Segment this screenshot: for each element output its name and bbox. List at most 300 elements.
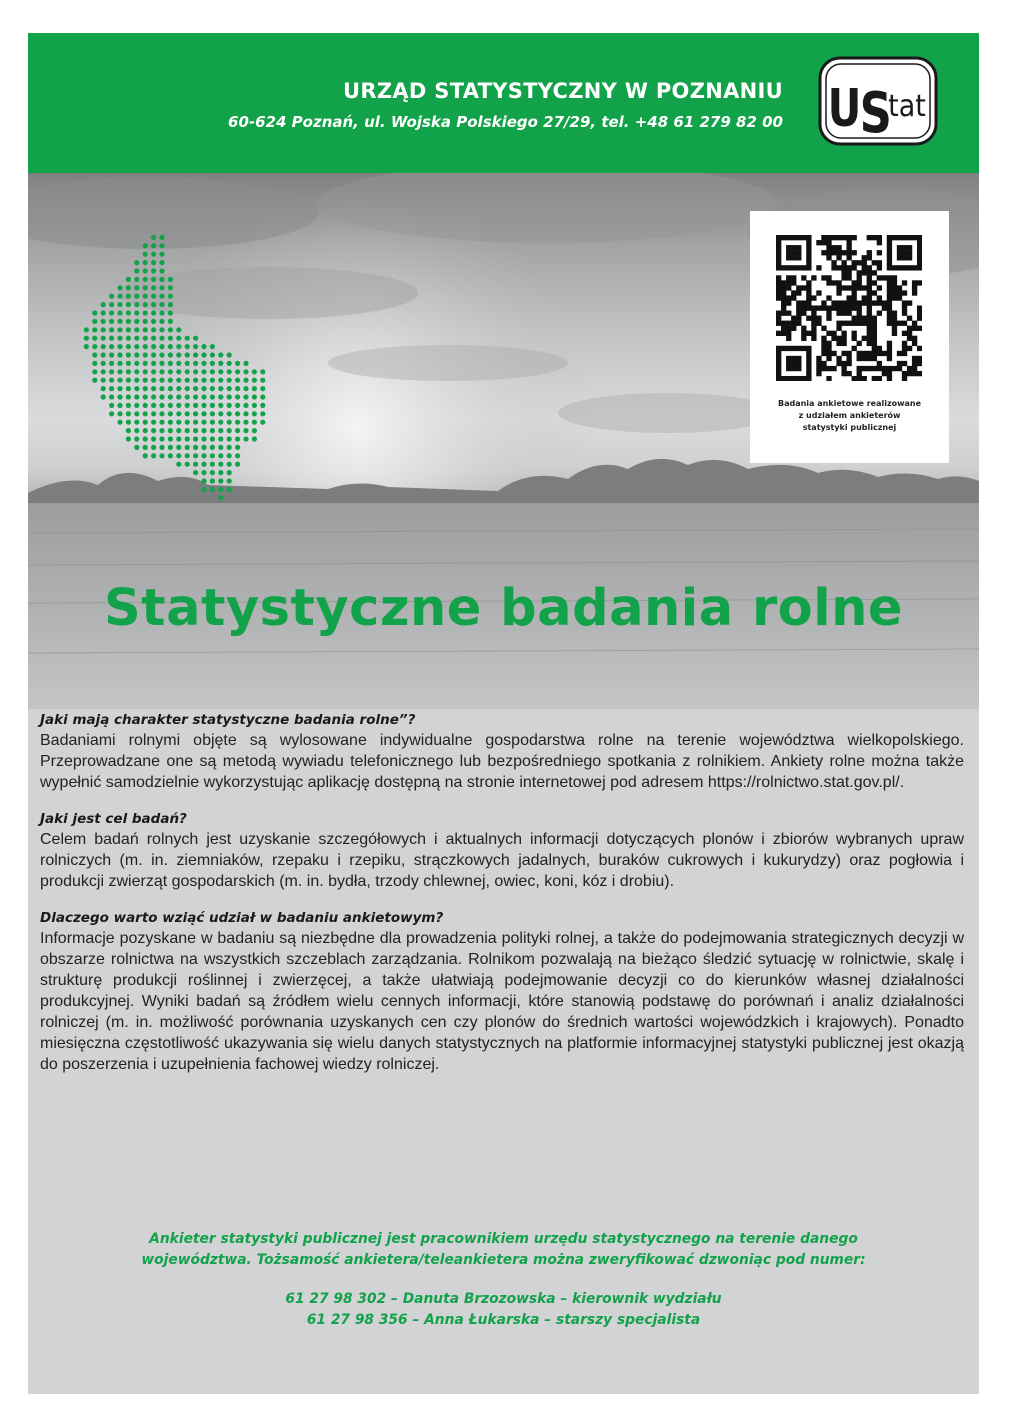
qr-module [887,321,892,326]
qr-module [917,240,922,245]
map-dot [134,268,139,273]
qr-module [917,356,922,361]
qr-module [836,341,841,346]
map-dot [159,243,164,248]
hero-banner [28,173,979,709]
map-dot [109,352,114,357]
map-dot [101,310,106,315]
qr-module [796,321,801,326]
qr-module [887,366,892,371]
qr-module [857,356,862,361]
map-dot [134,403,139,408]
map-dot [227,453,232,458]
qr-module [877,275,882,280]
qr-module [841,331,846,336]
qr-module [867,235,872,240]
qr-module [887,316,892,321]
qr-module [806,240,811,245]
map-dot [235,420,240,425]
qr-module [811,336,816,341]
qr-module [776,290,781,295]
map-dot [235,428,240,433]
contact-footer [28,1229,979,1331]
qr-module [836,255,841,260]
map-dot [210,344,215,349]
qr-module [791,361,796,366]
qr-module [836,245,841,250]
map-dot [218,470,223,475]
map-dot [252,428,257,433]
qr-module [836,311,841,316]
map-dot [126,277,131,282]
qr-module [917,280,922,285]
qr-module [857,376,862,381]
qr-caption-line: Badania ankietowe realizowane [777,399,922,408]
qr-module [846,361,851,366]
qr-module [791,250,796,255]
map-dot [134,302,139,307]
qr-module [781,290,786,295]
map-dot [185,352,190,357]
map-dot [201,445,206,450]
qr-module [857,351,862,356]
qr-module [826,275,831,280]
qr-module [846,285,851,290]
map-dot [235,445,240,450]
map-dot [201,453,206,458]
map-dot [159,319,164,324]
qr-module [781,265,786,270]
qr-module [877,285,882,290]
map-dot [193,386,198,391]
qr-module [857,275,862,280]
page-title: Statystyczne badania rolne [103,579,904,638]
qr-module [846,240,851,245]
qr-module [917,316,922,321]
qr-module [776,245,781,250]
qr-module [826,240,831,245]
map-dot [117,319,122,324]
map-dot [117,378,122,383]
map-dot [151,285,156,290]
qr-module [841,305,846,310]
map-dot [151,243,156,248]
map-dot [143,445,148,450]
qr-module [867,326,872,331]
map-dot [159,369,164,374]
qr-module [852,290,857,295]
qr-module [857,316,862,321]
map-dot [168,411,173,416]
qr-module [887,235,892,240]
qr-module [801,265,806,270]
map-dot [134,436,139,441]
qr-module [867,275,872,280]
map-dot [101,319,106,324]
map-dot [101,336,106,341]
map-dot [101,344,106,349]
leaflet-page [28,33,979,1394]
map-dot [92,319,97,324]
map-dot [227,436,232,441]
qr-module [902,321,907,326]
qr-module [791,235,796,240]
map-dot [201,478,206,483]
qr-module [836,356,841,361]
qr-module [882,305,887,310]
map-dot [109,403,114,408]
qr-module [872,300,877,305]
qr-module [912,235,917,240]
qr-module [852,321,857,326]
map-dot [252,411,257,416]
map-dot [159,302,164,307]
map-dot [159,436,164,441]
map-dot [134,428,139,433]
qr-module [917,326,922,331]
map-dot [243,428,248,433]
qr-module [811,311,816,316]
map-dot [201,394,206,399]
map-dot [143,277,148,282]
qr-module [867,321,872,326]
qr-module [892,275,897,280]
qr-module [912,371,917,376]
map-dot [168,378,173,383]
map-dot [227,378,232,383]
qr-module [857,280,862,285]
map-dot [117,369,122,374]
map-dot [109,411,114,416]
map-dot [227,470,232,475]
qr-module [872,280,877,285]
qr-module [912,321,917,326]
qr-module [872,321,877,326]
map-dot [117,411,122,416]
section-paragraph: Celem badań rolnych jest uzyskanie szczegółowych i aktualnych informacji dotyczących plonów i zbiorów wybranych upraw rolniczych (m. in. ziemniaków, rzepaku i rzepiku, strączkowych jadalnych, buraków cukrowych i kukurydzy) oraz pogłowia i produkcji zwierząt gospodarskich (m. in. bydła, trzody chlewnej, owiec, koni, kóz i drobiu). [40,831,964,890]
map-dot [159,285,164,290]
qr-module [846,235,851,240]
map-dot [84,327,89,332]
map-dot [218,403,223,408]
qr-module [791,326,796,331]
qr-module [841,366,846,371]
qr-module [826,311,831,316]
qr-module [882,366,887,371]
map-dot [109,378,114,383]
qr-module [887,376,892,381]
qr-module [786,255,791,260]
qr-module [791,255,796,260]
qr-module [776,260,781,265]
map-dot [117,403,122,408]
map-dot [151,436,156,441]
map-dot [252,436,257,441]
qr-module [862,316,867,321]
map-dot [235,453,240,458]
qr-module [912,280,917,285]
svg-text:tat: tat [888,88,926,124]
map-dot [210,361,215,366]
qr-module [821,235,826,240]
map-dot [134,327,139,332]
qr-module [846,275,851,280]
qr-module [867,356,872,361]
qr-module [902,235,907,240]
map-dot [143,268,148,273]
qr-module [857,311,862,316]
map-dot [260,369,265,374]
map-dot [134,336,139,341]
map-dot [143,252,148,257]
map-dot [260,420,265,425]
qr-module [806,260,811,265]
qr-module [867,265,872,270]
qr-module [912,265,917,270]
map-dot [210,352,215,357]
qr-module [872,336,877,341]
map-dot [176,411,181,416]
qr-module [791,290,796,295]
qr-module [867,305,872,310]
qr-module [867,295,872,300]
map-dot [218,386,223,391]
qr-module [892,285,897,290]
qr-module [806,250,811,255]
map-dot [109,386,114,391]
qr-module [796,376,801,381]
qr-module [897,265,902,270]
section-purpose [40,810,964,892]
qr-module [872,290,877,295]
map-dot [151,411,156,416]
qr-module [917,346,922,351]
qr-module [831,300,836,305]
map-dot [126,420,131,425]
qr-module [862,295,867,300]
map-dot [126,294,131,299]
map-dot [143,378,148,383]
qr-module [806,255,811,260]
qr-module [791,316,796,321]
qr-module [806,295,811,300]
map-dot [168,445,173,450]
qr-module [816,321,821,326]
map-dot [185,445,190,450]
qr-module [791,376,796,381]
qr-module [811,305,816,310]
map-dot [252,386,257,391]
map-dot [143,336,148,341]
map-dot [126,411,131,416]
qr-module [877,235,882,240]
map-dot [176,344,181,349]
map-dot [243,378,248,383]
qr-module [786,321,791,326]
qr-module [781,235,786,240]
qr-module [877,250,882,255]
qr-module [811,275,816,280]
qr-module [826,295,831,300]
qr-module [872,331,877,336]
qr-module [907,366,912,371]
qr-module [912,336,917,341]
map-dot [235,403,240,408]
qr-module [907,250,912,255]
map-dot [126,336,131,341]
footer-info-line: Ankieter statystyki publicznej jest pracownikiem urzędu statystycznego na terenie danego [149,1231,858,1247]
map-dot [151,369,156,374]
map-dot [126,436,131,441]
map-dot [168,361,173,366]
map-dot [151,302,156,307]
qr-module [872,326,877,331]
qr-module [826,245,831,250]
qr-module [781,300,786,305]
qr-module [796,305,801,310]
map-dot [143,411,148,416]
qr-code-icon[interactable] [776,235,922,381]
qr-module [781,295,786,300]
map-dot [134,386,139,391]
map-dot [260,411,265,416]
qr-module [846,305,851,310]
qr-module [897,255,902,260]
qr-module [912,356,917,361]
map-dot [193,428,198,433]
map-dot [143,285,148,290]
map-dot [159,336,164,341]
qr-module [776,346,781,351]
map-dot [117,302,122,307]
map-dot [151,260,156,265]
qr-module [801,285,806,290]
qr-module [917,305,922,310]
qr-module [786,336,791,341]
map-dot [159,428,164,433]
qr-module [872,341,877,346]
qr-module [862,366,867,371]
qr-module [852,295,857,300]
map-dot [210,369,215,374]
map-dot [159,394,164,399]
map-dot [117,285,122,290]
qr-module [836,290,841,295]
qr-module [841,311,846,316]
map-dot [92,336,97,341]
qr-module [816,290,821,295]
qr-module [821,305,826,310]
qr-module [816,305,821,310]
qr-module [826,250,831,255]
map-dot [143,294,148,299]
map-dot [252,420,257,425]
map-dot [101,302,106,307]
map-dot [134,319,139,324]
qr-module [786,361,791,366]
map-dot [168,327,173,332]
qr-module [821,361,826,366]
qr-module [786,295,791,300]
qr-module [841,300,846,305]
qr-module [796,235,801,240]
qr-module [796,366,801,371]
qr-module [897,361,902,366]
qr-module [786,275,791,280]
qr-module [776,295,781,300]
map-dot [117,344,122,349]
qr-module [826,351,831,356]
qr-module [902,331,907,336]
qr-module [877,351,882,356]
qr-module [846,300,851,305]
qr-module [862,356,867,361]
qr-module [867,285,872,290]
qr-module [877,366,882,371]
map-dot [143,403,148,408]
map-dot [109,336,114,341]
map-dot [201,361,206,366]
map-dot [117,386,122,391]
map-dot [227,403,232,408]
map-dot [193,453,198,458]
map-dot [193,420,198,425]
map-dot [109,327,114,332]
qr-module [867,250,872,255]
map-dot [252,403,257,408]
map-dot [168,352,173,357]
qr-module [862,336,867,341]
qr-module [831,331,836,336]
map-dot [126,403,131,408]
map-dot [168,436,173,441]
qr-module [786,356,791,361]
map-dot [168,285,173,290]
map-dot [168,319,173,324]
qr-module [796,285,801,290]
map-dot [109,302,114,307]
qr-module [811,295,816,300]
map-dot [92,344,97,349]
qr-module [806,316,811,321]
map-dot [218,453,223,458]
map-dot [201,428,206,433]
qr-module [852,346,857,351]
qr-module [836,250,841,255]
map-dot [201,436,206,441]
map-dot [159,235,164,240]
map-dot [159,445,164,450]
qr-module [902,376,907,381]
qr-module [826,235,831,240]
qr-module [877,260,882,265]
qr-module [897,351,902,356]
map-dot [235,386,240,391]
map-dot [143,327,148,332]
map-dot [193,378,198,383]
svg-text:U: U [827,78,862,140]
map-dot [193,369,198,374]
qr-module [892,290,897,295]
qr-module [821,275,826,280]
qr-module [887,275,892,280]
qr-module [786,280,791,285]
qr-module [857,366,862,371]
qr-module [852,235,857,240]
qr-module [806,305,811,310]
qr-module [826,331,831,336]
qr-module [821,300,826,305]
